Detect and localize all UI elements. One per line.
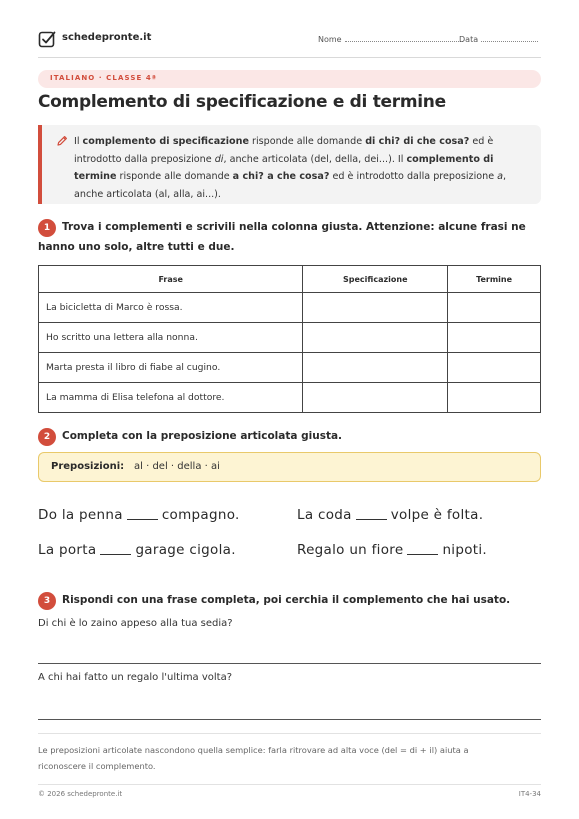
section-1-number: 1: [38, 219, 56, 237]
table-row: [39, 383, 541, 413]
fill-sentence: La coda volpe è folta.: [297, 507, 484, 523]
column-header-termine: Termine: [448, 266, 541, 293]
subject-band: [38, 70, 541, 88]
date-field[interactable]: [459, 34, 538, 44]
section-3-number: 3: [38, 592, 56, 610]
section-2-number: 2: [38, 428, 56, 446]
name-label: Nome: [318, 35, 342, 44]
question-1: Di chi è lo zaino appeso alla tua sedia?: [38, 618, 233, 629]
sentence-cell: Marta presta il libro di fiabe al cugino.: [39, 353, 303, 383]
blank-line[interactable]: [407, 543, 438, 555]
teacher-note: Le preposizioni articolate nascondono quella semplice: farla ritrovare ad alta voce (del = di + il) aiuta a riconoscere il complemento.: [38, 745, 469, 771]
footer-code: IT4-34: [518, 790, 541, 798]
fill-sentence: Do la penna compagno.: [38, 507, 240, 523]
section-3-heading: [38, 591, 510, 611]
checkbox-logo-icon: [38, 30, 56, 48]
answer-line-2[interactable]: [38, 719, 541, 720]
footer-copyright: © 2026 schedepronte.it: [38, 790, 123, 798]
column-header-specificazione: Specificazione: [303, 266, 448, 293]
section-3-text: Rispondi con una frase completa, poi cerchia il complemento che hai usato.: [62, 594, 511, 606]
date-line[interactable]: [481, 34, 538, 42]
blank-line[interactable]: [127, 508, 158, 520]
date-label: Data: [459, 35, 479, 44]
specificazione-cell[interactable]: [303, 353, 448, 383]
name-field[interactable]: [318, 34, 463, 44]
name-line[interactable]: [345, 34, 463, 42]
table-row: [39, 293, 541, 323]
prepositions-label: Preposizioni:: [51, 461, 125, 472]
prepositions-list: al · del · della · ai: [134, 461, 220, 472]
termine-cell[interactable]: [448, 383, 541, 413]
page-header: [38, 28, 541, 58]
table-header-row: [39, 266, 541, 293]
blank-line[interactable]: [100, 543, 131, 555]
termine-cell[interactable]: [448, 323, 541, 353]
rule-box: [38, 125, 541, 204]
table-row: [39, 323, 541, 353]
site-name: schedepronte.it: [62, 32, 152, 43]
prepositions-box: [38, 452, 541, 482]
page-title: Complemento di specificazione e di termine: [38, 92, 446, 112]
termine-cell[interactable]: [448, 353, 541, 383]
section-1-heading: [38, 218, 541, 257]
section-1-text: Trova i complementi e scrivili nella colonna giusta. Attenzione: alcune frasi ne hanno uno solo, altre tutti e due.: [38, 221, 526, 253]
exercise-table: [38, 265, 541, 413]
blank-line[interactable]: [356, 508, 387, 520]
note-divider: [38, 733, 541, 734]
subject-label: ITALIANO · CLASSE 4ª: [50, 74, 157, 82]
specificazione-cell[interactable]: [303, 323, 448, 353]
answer-line-1[interactable]: [38, 663, 541, 664]
specificazione-cell[interactable]: [303, 293, 448, 323]
sentence-cell: La bicicletta di Marco è rossa.: [39, 293, 303, 323]
specificazione-cell[interactable]: [303, 383, 448, 413]
fill-sentence: Regalo un fiore nipoti.: [297, 542, 488, 558]
pencil-icon: [56, 135, 68, 147]
table-row: [39, 353, 541, 383]
section-2-text: Completa con la preposizione articolata giusta.: [62, 430, 343, 442]
question-2: A chi hai fatto un regalo l'ultima volta?: [38, 672, 233, 683]
column-header-frase: Frase: [39, 266, 303, 293]
fill-sentence: La porta garage cigola.: [38, 542, 236, 558]
termine-cell[interactable]: [448, 293, 541, 323]
footer-divider: [38, 784, 541, 785]
rule-text: Il complemento di specificazione risponde alle domande di chi? di che cosa? ed è introdotto dalla preposizione di, anche articolata (del, della, dei...). Il complemento di termine risponde alle domande a chi? a che cosa? ed è introdotto dalla preposizione a, anche articolata (al, alla, ai...).: [74, 136, 507, 200]
section-2-heading: [38, 427, 342, 447]
sentence-cell: Ho scritto una lettera alla nonna.: [39, 323, 303, 353]
sentence-cell: La mamma di Elisa telefona al dottore.: [39, 383, 303, 413]
